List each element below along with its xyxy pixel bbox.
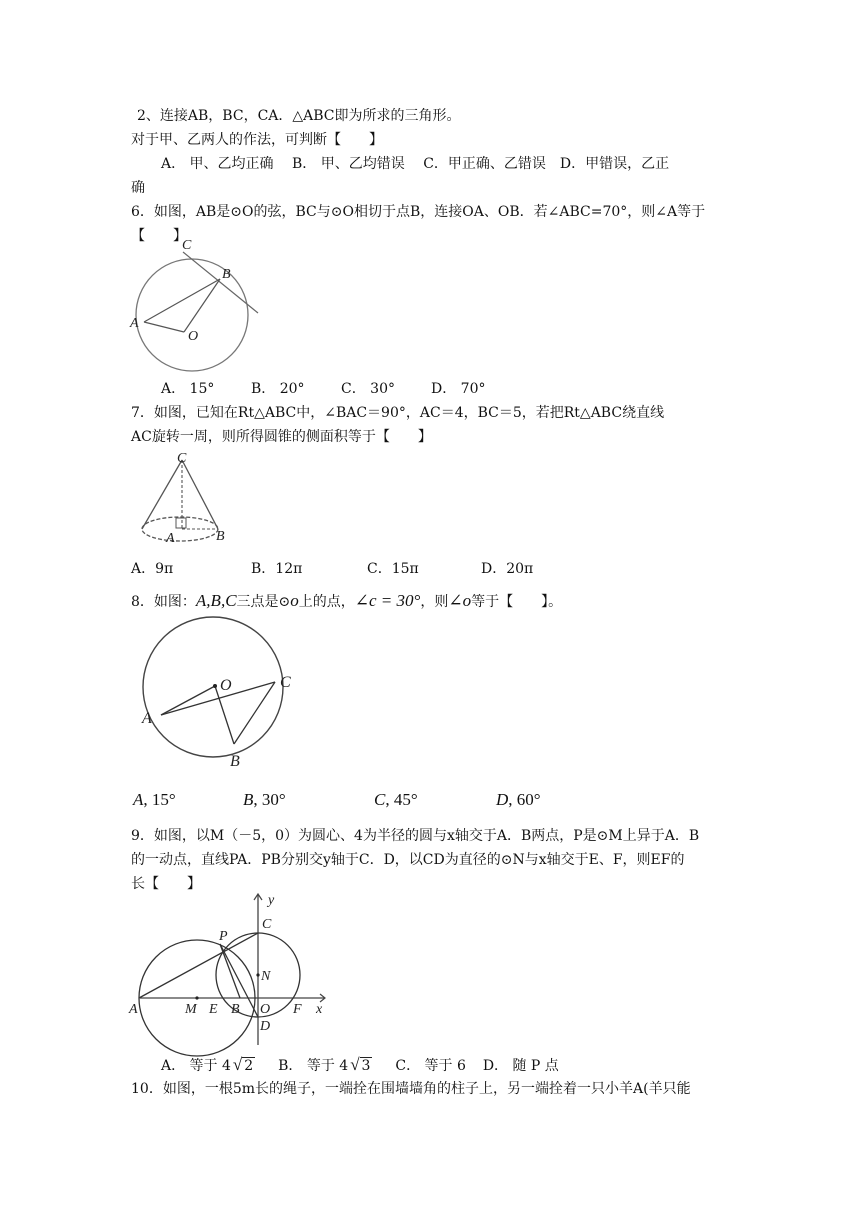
q8-mid2: 上的点， xyxy=(298,594,355,610)
q8-figure-circle xyxy=(130,620,300,775)
q7-label-a: A xyxy=(166,531,175,546)
q8-mid: 三点是⊙ xyxy=(236,594,291,610)
q9-label-x: x xyxy=(316,1002,323,1017)
q9-label-f: F xyxy=(293,1002,302,1017)
q8-option-b-letter: B xyxy=(243,790,254,809)
q9-label-c: C xyxy=(262,917,272,932)
q9-label-b: B xyxy=(231,1002,240,1017)
q6-label-o: O xyxy=(188,329,199,344)
q6-stem: 6．如图，AB是⊙O的弦，BC与⊙O相切于点B，连接OA、OB．若∠ABC=70°，则∠A等于 xyxy=(131,204,706,220)
q7-label-b: B xyxy=(216,529,225,544)
q8-option-b-value: , 30° xyxy=(253,790,286,809)
q6-options xyxy=(161,380,486,398)
q8-stem xyxy=(131,590,562,613)
q7-option-c: C．15π xyxy=(367,561,419,577)
q9-label-o: O xyxy=(260,1002,271,1017)
judge-question-text: 对于甲、乙两人的作法，可判断【 】 xyxy=(131,132,383,148)
q8-option-a-letter: A xyxy=(133,790,144,809)
q6-label-b: B xyxy=(222,267,231,282)
q7-option-d: D．20π xyxy=(481,561,534,577)
q8-option-d-value: , 60° xyxy=(508,790,541,809)
q8-option-d-letter: D xyxy=(496,790,509,809)
q9-label-m: M xyxy=(185,1002,197,1017)
q9-option-b-radicand: 3 xyxy=(361,1058,371,1074)
q6-option-a: A． 15° xyxy=(161,381,215,397)
q6-label-c: C xyxy=(182,238,192,253)
q8-points: A,B,C xyxy=(195,591,237,610)
q8-angle-c: ∠c = 30° xyxy=(354,591,421,610)
q9-option-c: C． 等于 6 xyxy=(395,1058,466,1074)
q9-stem-1: 9．如图，以M（－5，0）为圆心、4为半径的圆与x轴交于A．B两点，P是⊙M上异于A．B xyxy=(131,828,700,844)
q9-figure-coordinate-circles xyxy=(125,890,335,1050)
q7-options xyxy=(131,560,533,578)
q7-label-c: C xyxy=(177,451,187,466)
q6-option-b: B． 20° xyxy=(251,381,305,397)
q9-option-b: B． 等于 4 xyxy=(278,1058,349,1074)
q5-options: A． 甲、乙均正确 B． 甲、乙均错误 C．甲正确、乙错误 D．甲错误，乙正 xyxy=(161,156,670,172)
q9-label-d: D xyxy=(260,1019,271,1034)
q8-option-c-letter: C xyxy=(374,790,386,809)
sqrt-symbol: √ xyxy=(232,1055,243,1074)
q8-option-b xyxy=(243,790,286,810)
q8-label-b: B xyxy=(230,753,240,770)
q8-option-c xyxy=(374,790,418,810)
q10-stem: 10．如图，一根5m长的绳子，一端拴在围墙墙角的柱子上，另一端拴着一只小羊A(羊只能 xyxy=(131,1081,691,1097)
q5-options-wrap: 确 xyxy=(131,180,145,196)
q9-label-e: E xyxy=(209,1002,218,1017)
q8-angle-o: ∠o xyxy=(448,591,472,610)
q9-option-a-radicand: 2 xyxy=(244,1058,254,1074)
q6-option-d: D． 70° xyxy=(431,381,486,397)
q7-option-a: A．9π xyxy=(131,561,174,577)
q9-stem-3: 长【 】 xyxy=(131,876,201,892)
q8-option-a xyxy=(133,790,176,810)
q8-prefix: 8．如图： xyxy=(131,594,196,610)
q9-label-y: y xyxy=(268,893,275,908)
q7-option-b: B．12π xyxy=(251,561,303,577)
q8-option-d xyxy=(496,790,541,810)
q9-option-d: D． 随 P 点 xyxy=(482,1058,559,1074)
q6-figure-circle-tangent xyxy=(120,235,280,380)
q6-option-c: C． 30° xyxy=(341,381,395,397)
q6-label-a: A xyxy=(130,316,139,331)
q6-stem-bracket: 【 】 xyxy=(131,228,187,244)
q9-stem-2: 的一动点，直线PA．PB分别交y轴于C．D，以CD为直径的⊙N与x轴交于E、F，则EF的 xyxy=(131,852,685,868)
q9-label-a: A xyxy=(129,1002,138,1017)
q7-figure-cone xyxy=(120,450,250,550)
step-2-text: 2、连接AB，BC，CA．△ABC即为所求的三角形。 xyxy=(137,108,461,124)
q9-label-n: N xyxy=(261,969,271,984)
q8-label-c: C xyxy=(280,674,291,691)
q9-options xyxy=(161,1056,559,1075)
q8-label-o: O xyxy=(220,677,232,694)
q9-option-a: A． 等于 4 xyxy=(161,1058,231,1074)
q8-mid3: ，则 xyxy=(420,594,449,610)
q9-label-p: P xyxy=(219,929,228,944)
q8-label-a: A xyxy=(142,710,152,727)
q7-stem: 7．如图，已知在Rt△ABC中，∠BAC＝90°，AC＝4，BC＝5，若把Rt△ABC绕直线 xyxy=(131,405,665,421)
sqrt-symbol: √ xyxy=(350,1055,360,1074)
q8-o: o xyxy=(290,591,299,610)
q8-suffix: 等于【 】。 xyxy=(471,594,563,610)
q7-stem-cont: AC旋转一周，则所得圆锥的侧面积等于【 】 xyxy=(131,429,432,445)
q8-option-c-value: , 45° xyxy=(385,790,418,809)
q8-option-a-value: , 15° xyxy=(143,790,176,809)
